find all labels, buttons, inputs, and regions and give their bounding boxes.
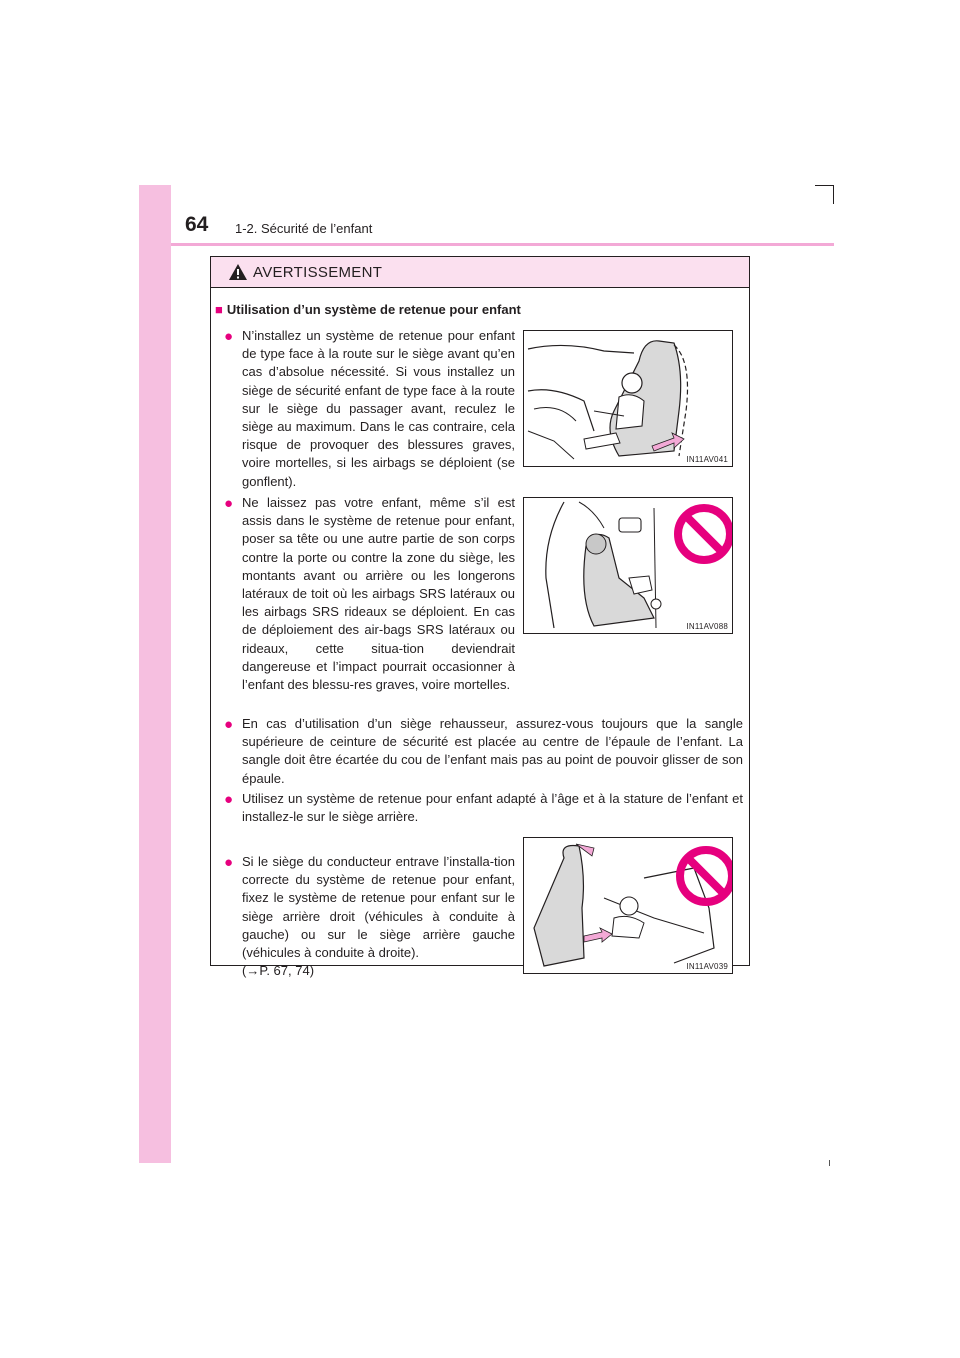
square-bullet-icon: ■ bbox=[215, 302, 223, 317]
warning-item-5 bbox=[242, 853, 515, 980]
figure-child-leaning-door bbox=[523, 497, 733, 634]
warning-title: AVERTISSEMENT bbox=[253, 264, 383, 281]
subheading-text: Utilisation d’un système de retenue pour enfant bbox=[226, 302, 521, 317]
side-color-band bbox=[139, 185, 171, 1163]
warning-item-5-text: Si le siège du conducteur entrave l’installa-tion correcte du système de retenue pour enfant, fixez le système de retenue pour enfant sur le siège arrière droit (véhicules à conduite à gauche) ou sur le siège arrière gauche (véhicules à conduite à droite). bbox=[242, 854, 515, 961]
warning-item-4: Utilisez un système de retenue pour enfant adapté à l’âge et à la stature de l’enfant et installez-le sur le siège arrière. bbox=[242, 791, 743, 825]
warning-item-1: N’installez un système de retenue pour enfant de type face à la route sur le siège avant qu’en cas d’absolue nécessité. Si vous installez un siège de sécurité enfant de type face à la route sur le siège du passager avant, reculez le siège au maximum. Dans le cas contraire, cela risque de provoquer des blessures graves, voire mortelles, si les airbags se déploient (se gonflent). bbox=[242, 328, 515, 489]
subheading bbox=[215, 302, 521, 317]
warning-item-3: En cas d’utilisation d’un siège rehausseur, assurez-vous toujours que la sangle supérieure de ceinture de sécurité est placée au centre de l’épaule de l’enfant. La sangle doit être écartée du cou de l’enfant mais pas au point de pouvoir glisser de son épaule. bbox=[242, 716, 743, 786]
figure-code: IN11AV088 bbox=[686, 622, 728, 631]
warning-item-2: Ne laissez pas votre enfant, même s’il est assis dans le système de retenue pour enfant, poser sa tête ou une autre partie de son corps contre la porte ou contre la zone du siège, les montants avant ou arrière ou les longerons latéraux de toit où les airbags SRS latéraux ou les airbags SRS rideaux se déploient. En cas de déploiement des air-bags SRS latéraux ou rideaux, cette situa-tion deviendrait dangereuse et l’impact pourrait occasionner à l’enfant des blessu-res graves, voire mortelles. bbox=[242, 495, 515, 693]
crop-mark bbox=[815, 185, 834, 204]
section-title: 1-2. Sécurité de l’enfant bbox=[235, 221, 373, 236]
warning-triangle-icon bbox=[228, 263, 248, 281]
crop-tick bbox=[829, 1160, 830, 1166]
bullet-icon: ● bbox=[224, 328, 234, 345]
child-seat-front-illustration bbox=[524, 331, 732, 466]
page-reference: (→P. 67, 74) bbox=[242, 963, 315, 979]
figure-code: IN11AV039 bbox=[686, 962, 728, 971]
bullet-icon: ● bbox=[224, 716, 234, 733]
bullet-icon: ● bbox=[224, 791, 234, 808]
figure-driver-seat-blocking bbox=[523, 837, 733, 974]
bullet-icon: ● bbox=[224, 854, 234, 871]
warning-header bbox=[211, 257, 749, 288]
header-rule bbox=[171, 243, 834, 246]
figure-child-seat-front bbox=[523, 330, 733, 467]
page-number: 64 bbox=[185, 213, 209, 236]
child-leaning-illustration bbox=[524, 498, 732, 633]
figure-code: IN11AV041 bbox=[686, 455, 728, 464]
bullet-icon: ● bbox=[224, 495, 234, 512]
driver-seat-illustration bbox=[524, 838, 732, 973]
